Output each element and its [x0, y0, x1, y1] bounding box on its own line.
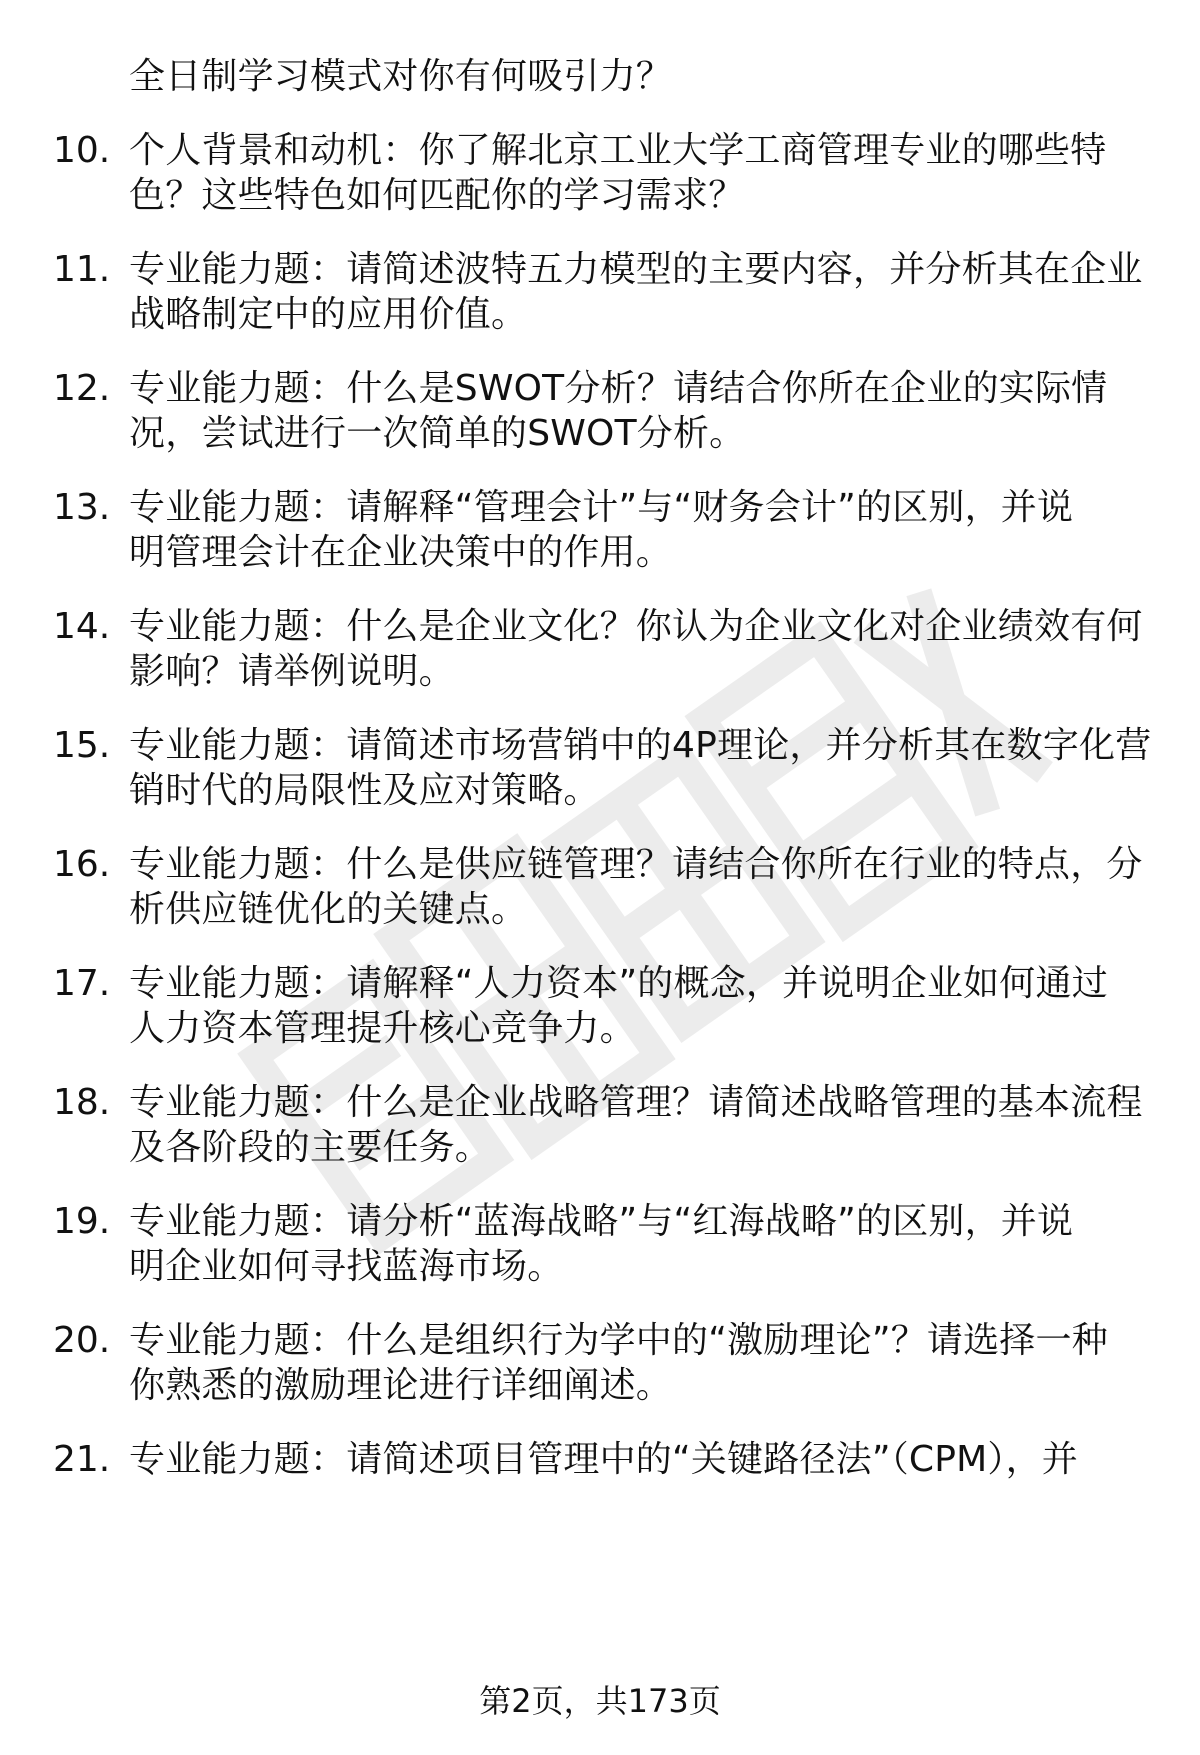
- item-number: 10.: [53, 130, 111, 171]
- item-text-line: 专业能力题：什么是供应链管理？请结合你所在行业的特点，分: [129, 844, 1143, 885]
- item-text-line: 专业能力题：什么是SWOT分析？请结合你所在企业的实际情: [129, 368, 1108, 409]
- item-number: 17.: [53, 963, 111, 1004]
- item-text-line: 明企业如何寻找蓝海市场。: [129, 1246, 564, 1287]
- item-text-line: 专业能力题：请简述市场营销中的4P理论，并分析其在数字化营: [129, 725, 1152, 766]
- item-number: 20.: [53, 1320, 111, 1361]
- item-text-line: 及各阶段的主要任务。: [129, 1127, 492, 1168]
- item-text-line: 明管理会计在企业决策中的作用。: [129, 532, 673, 573]
- item-number: 12.: [53, 368, 111, 409]
- item-number: 16.: [53, 844, 111, 885]
- item-text-line: 专业能力题：什么是企业战略管理？请简述战略管理的基本流程: [129, 1082, 1143, 1123]
- item-text-line: 你熟悉的激励理论进行详细阐述。: [129, 1365, 673, 1406]
- item-text-line: 色？这些特色如何匹配你的学习需求？: [129, 175, 745, 216]
- page-footer: 第2页，共173页: [479, 1682, 721, 1720]
- item-number: 19.: [53, 1201, 111, 1242]
- item-text-line: 销时代的局限性及应对策略。: [129, 770, 600, 811]
- item-text-line: 专业能力题：什么是企业文化？你认为企业文化对企业绩效有何: [129, 606, 1143, 647]
- item-number: 15.: [53, 725, 111, 766]
- item-text-line: 人力资本管理提升核心竞争力。: [129, 1008, 636, 1049]
- item-text-line: 专业能力题：请简述项目管理中的“关键路径法”（CPM），并: [129, 1439, 1079, 1480]
- item-number: 13.: [53, 487, 111, 528]
- item-number: 18.: [53, 1082, 111, 1123]
- item-text-line: 析供应链优化的关键点。: [129, 889, 528, 930]
- item-text-line: 专业能力题：什么是组织行为学中的“激励理论”？请选择一种: [129, 1320, 1108, 1361]
- item-text-line: 个人背景和动机：你了解北京工业大学工商管理专业的哪些特: [129, 130, 1107, 171]
- item-continuation-line: 全日制学习模式对你有何吸引力？: [129, 56, 673, 97]
- item-text-line: 况，尝试进行一次简单的SWOT分析。: [129, 413, 746, 454]
- item-text-line: 专业能力题：请解释“管理会计”与“财务会计”的区别，并说: [129, 487, 1074, 528]
- item-text-line: 专业能力题：请分析“蓝海战略”与“红海战略”的区别，并说: [129, 1201, 1074, 1242]
- item-text-line: 专业能力题：请解释“人力资本”的概念，并说明企业如何通过: [129, 963, 1108, 1004]
- item-number: 14.: [53, 606, 111, 647]
- item-number: 11.: [53, 249, 111, 290]
- item-text-line: 战略制定中的应用价值。: [129, 294, 528, 335]
- item-text-line: 专业能力题：请简述波特五力模型的主要内容，并分析其在企业: [129, 249, 1143, 290]
- item-number: 21.: [53, 1439, 111, 1480]
- item-text-line: 影响？请举例说明。: [129, 651, 455, 692]
